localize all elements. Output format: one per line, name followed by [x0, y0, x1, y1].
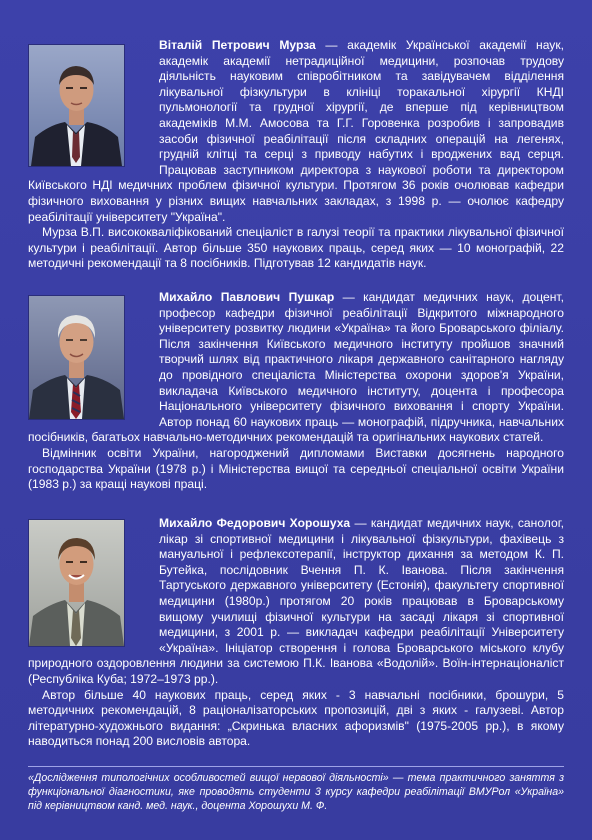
author-name: Віталій Петрович Мурза [159, 38, 316, 52]
portrait-image [29, 296, 124, 419]
author-bio-murza [28, 38, 564, 272]
portrait-image [29, 520, 124, 646]
portrait-image [29, 45, 124, 166]
author-bio-pushkar [28, 290, 564, 493]
author-photo-pushkar [28, 295, 125, 420]
author-name: Михайло Федорович Хорошуха [159, 516, 351, 530]
bio-text: — академік Української академії наук, академік академії нетрадиційної медицини, розпочав трудову діяльність науковим співробітником та завідувачем відділення лікувальної фізкультури в клініці торакальної хірургії КНДІ пульмонології та грудної хірургії, де вперше під керівництвом академіків М.М. Амосова та Г.Г. Горовенка розробив і запровадив засоби фізичної реабілітації після складних операцій на легенях, грудній клітці та серці з приводу набутих і вроджених вад серця. Працював заступником директора з наукової роботи та директором Київського НДІ медичних проблем фізичної культури. Протягом 36 років очолював кафедри фізичного виховання у різних вищих навчальних закладах, з 1998 р. — очолює кафедру реабілітації університету "Україна". [28, 38, 564, 224]
bio-text: — кандидат медичних наук, санолог, лікар зі спортивної медицини і лікувальної фізкультури, фахівець з мануальної і рефлексотерапії, інструктор дихання за методом К. П. Бутейка, послідовник Вчення П. К. Іванова. Після закінчення Тартуського державного університету (Естонія), факультету спортивної медицини (1980р.) протягом 20 років працював в Броварському вищому училищі фізичної культури на засаді лікаря зі спортивної медицини, з 2001 р. — викладач кафедри реабілітації Університету «Україна». Ініціатор створення і голова Броварського міського клубу природного оздоровлення людини за системою П.К. Іванова «Водолій». Воїн-інтернаціоналіст (Республіка Куба; 1972–1973 рр.). [28, 516, 565, 686]
author-photo-murza [28, 44, 125, 167]
bio-paragraph: Мурза В.П. висококваліфікований спеціаліст в галузі теорії та практики лікувальної фізичної культури і реабілітації. Автор більше 350 наукових праць, серед яких — 10 монографій, 22 методичні рекомендації та 8 посібників. Підготував 12 кандидатів наук. [28, 225, 564, 271]
bio-paragraph: Відмінник освіти України, нагороджений дипломами Виставки досягнень народного господарства України (1978 р.) і Міністерства вищої та середньої спеціальної освіти України (1983 р.) за кращі наукові праці. [28, 445, 564, 492]
author-photo-khoroshukha [28, 519, 125, 647]
author-bio-khoroshukha [28, 516, 564, 750]
footer-divider [28, 766, 564, 767]
bio-paragraph: Автор більше 40 наукових праць, серед яких - 3 навчальні посібники, брошури, 5 методичних рекомендацій, 8 раціоналізаторських пропозицій, дві з яких - галузеві. Автор літературно-художнього видання: „Скринька власних афоризмів" (1975-2005 рр.), в якому наводиться понад 200 висловів автора. [28, 687, 564, 749]
author-name: Михайло Павлович Пушкар [159, 290, 335, 304]
bio-text: — кандидат медичних наук, доцент, професор кафедри фізичної реабілітації Відкритого міжнародного університету розвитку людини «Україна» та його Броварського філіалу. Після закінчення Київського медичного інституту пройшов значний творчий шлях від практичного лікаря державного санітарного нагляду до провідного спеціаліста Міністерства охорони здоров'я України, викладача Київського медичного інституту, доцента і професора Національного університету фізичного виховання і спорту України. Автор понад 60 наукових праць — монографій, підручника, навчальних посібників, багатьох навчально-методичних рекомендацій та оригінальних наукових статей. [28, 290, 564, 445]
footer-caption: «Дослідження типологічних особливостей вищої нервової діяльності» — тема практичного заняття з функціональної діагностики, яке проводять студенти 3 курсу кафедри реабілітації ВМУРол «Україна» під керівництвом канд. мед. наук., доцента Хорошухи М. Ф. [28, 772, 564, 812]
